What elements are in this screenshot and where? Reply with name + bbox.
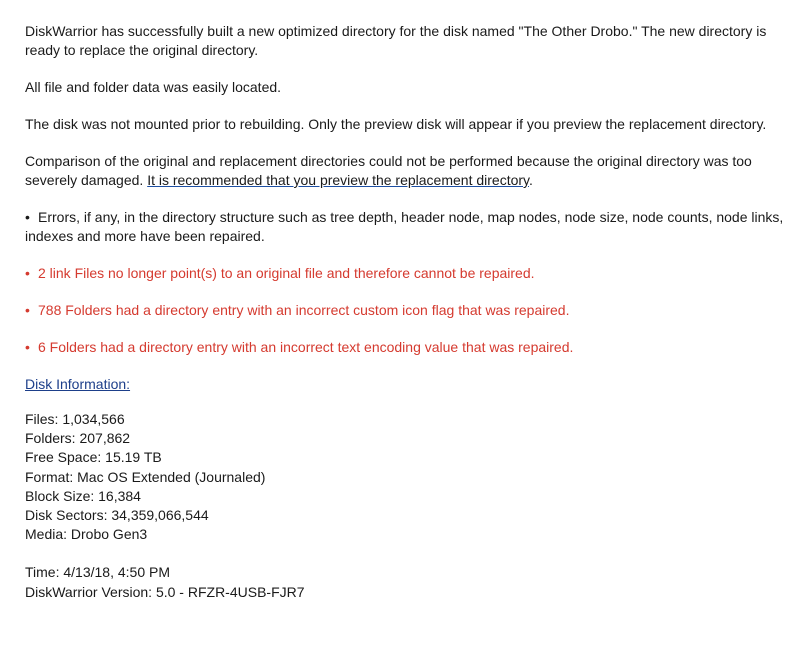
bullet-dot-icon: • bbox=[25, 339, 30, 355]
comparison-text: Comparison of the original and replacement directories could not be performed because the original directory was too severely damaged. bbox=[25, 153, 752, 188]
diskwarrior-version: DiskWarrior Version: 5.0 - RFZR-4USB-FJR7 bbox=[25, 583, 305, 600]
located-text: All file and folder data was easily located. bbox=[25, 79, 282, 95]
bullet-errors-repaired bbox=[25, 208, 800, 246]
files-count: Files: 1,034,566 bbox=[25, 411, 125, 427]
bullet-text: 788 Folders had a directory entry with an incorrect custom icon flag that was repaired. bbox=[38, 302, 570, 318]
preview-recommendation-link[interactable]: It is recommended that you preview the replacement directory bbox=[147, 172, 529, 188]
disk-information-heading[interactable] bbox=[25, 375, 800, 394]
not-mounted-text: The disk was not mounted prior to rebuilding. Only the preview disk will appear if you preview the replacement directory. bbox=[25, 116, 767, 132]
disk-information-list bbox=[25, 410, 800, 544]
comparison-paragraph bbox=[25, 152, 800, 190]
bullet-icon-flag-folders bbox=[25, 301, 800, 320]
recommendation-period: . bbox=[529, 172, 533, 188]
bullet-text: 2 link Files no longer point(s) to an original file and therefore cannot be repaired. bbox=[38, 265, 535, 281]
disk-information-link[interactable]: Disk Information: bbox=[25, 376, 131, 392]
bullet-text-encoding-folders bbox=[25, 338, 800, 357]
intro-text: DiskWarrior has successfully built a new optimized directory for the disk named "The Other Drobo." The new directory is ready to replace the original directory. bbox=[25, 23, 767, 58]
report-time: Time: 4/13/18, 4:50 PM bbox=[25, 564, 170, 581]
bullet-dot-icon: • bbox=[25, 209, 30, 225]
bullet-text: 6 Folders had a directory entry with an incorrect text encoding value that was repaired. bbox=[38, 339, 574, 355]
disk-format: Format: Mac OS Extended (Journaled) bbox=[25, 468, 266, 485]
report-footer bbox=[25, 563, 800, 601]
block-size: Block Size: 16,384 bbox=[25, 487, 141, 504]
bullet-dot-icon: • bbox=[25, 302, 30, 318]
bullet-link-files bbox=[25, 264, 800, 283]
diskwarrior-report bbox=[25, 22, 800, 602]
folders-count: Folders: 207,862 bbox=[25, 430, 131, 447]
disk-sectors: Disk Sectors: 34,359,066,544 bbox=[25, 507, 209, 524]
media-type: Media: Drobo Gen3 bbox=[25, 526, 148, 543]
bullet-dot-icon: • bbox=[25, 265, 30, 281]
free-space: Free Space: 15.19 TB bbox=[25, 449, 162, 466]
bullet-text: Errors, if any, in the directory structure such as tree depth, header node, map nodes, node size, node counts, node links, indexes and more have been repaired. bbox=[25, 209, 784, 244]
